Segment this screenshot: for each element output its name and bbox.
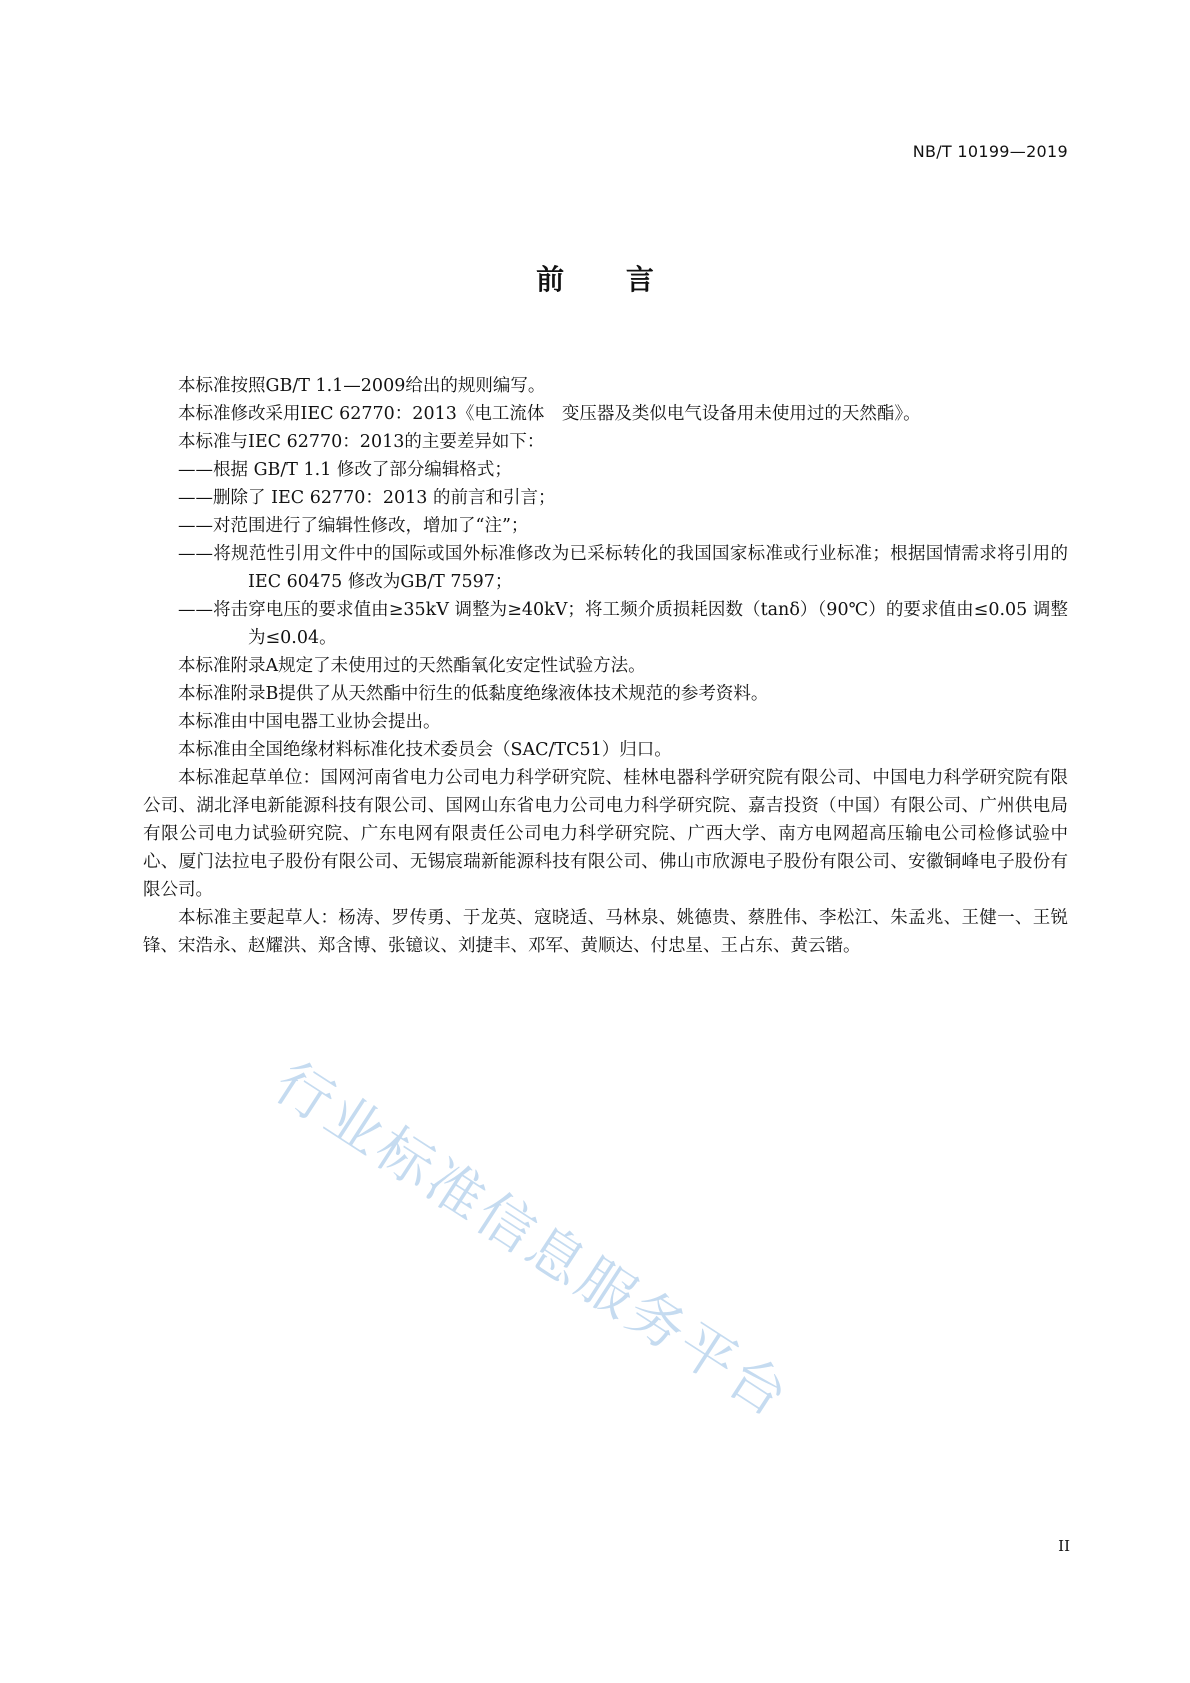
difference-item-3: ——对范围进行了编辑性修改，增加了“注”； [178, 516, 529, 536]
difference-item-2: ——删除了 IEC 62770：2013 的前言和引言； [178, 488, 556, 508]
paragraph-committee: 本标准由全国绝缘材料标准化技术委员会（SAC/TC51）归口。 [178, 740, 672, 760]
paragraph-adoption: 本标准修改采用IEC 62770：2013《电工流体 变压器及类似电气设备用未使用过的天然酯》。 [178, 404, 921, 424]
difference-item-5: ——将击穿电压的要求值由≥35kV 调整为≥40kV；将工频介质损耗因数（tanδ）（90℃）的要求值由≤0.05 调整为≤0.04。 [178, 600, 1068, 648]
paragraph-drafters: 本标准主要起草人：杨涛、罗传勇、于龙英、寇晓适、马林泉、姚德贵、蔡胜伟、李松江、朱孟兆、王健一、王锐锋、宋浩永、赵耀洪、郑含博、张镱议、刘捷丰、邓军、黄顺达、付忠星、王占东、黄云锴。 [143, 908, 1068, 956]
page-title: 前 言 [536, 263, 680, 296]
foreword-body [143, 372, 1068, 960]
paragraph-annex-a: 本标准附录A规定了未使用过的天然酯氧化安定性试验方法。 [178, 656, 646, 676]
paragraph-drafting-rules: 本标准按照GB/T 1.1—2009给出的规则编写。 [178, 376, 546, 396]
watermark: 行业标准信息服务平台 [263, 1050, 802, 1432]
paragraph-drafting-units: 本标准起草单位：国网河南省电力公司电力科学研究院、桂林电器科学研究院有限公司、中国电力科学研究院有限公司、湖北泽电新能源科技有限公司、国网山东省电力公司电力科学研究院、嘉吉投资（中国）有限公司、广州供电局有限公司电力试验研究院、广东电网有限责任公司电力科学研究院、广西大学、南方电网超高压输电公司检修试验中心、厦门法拉电子股份有限公司、无锡宸瑞新能源科技有限公司、佛山市欣源电子股份有限公司、安徽铜峰电子股份有限公司。 [143, 768, 1068, 900]
page-number: II [1058, 1537, 1070, 1555]
paragraph-proposer: 本标准由中国电器工业协会提出。 [178, 712, 441, 732]
difference-item-1: ——根据 GB/T 1.1 修改了部分编辑格式； [178, 460, 512, 480]
difference-item-4: ——将规范性引用文件中的国际或国外标准修改为已采标转化的我国国家标准或行业标准；根据国情需求将引用的IEC 60475 修改为GB/T 7597； [178, 544, 1068, 592]
paragraph-annex-b: 本标准附录B提供了从天然酯中衍生的低黏度绝缘液体技术规范的参考资料。 [178, 684, 769, 704]
standard-code: NB/T 10199—2019 [912, 142, 1068, 161]
paragraph-differences-intro: 本标准与IEC 62770：2013的主要差异如下： [178, 432, 545, 452]
